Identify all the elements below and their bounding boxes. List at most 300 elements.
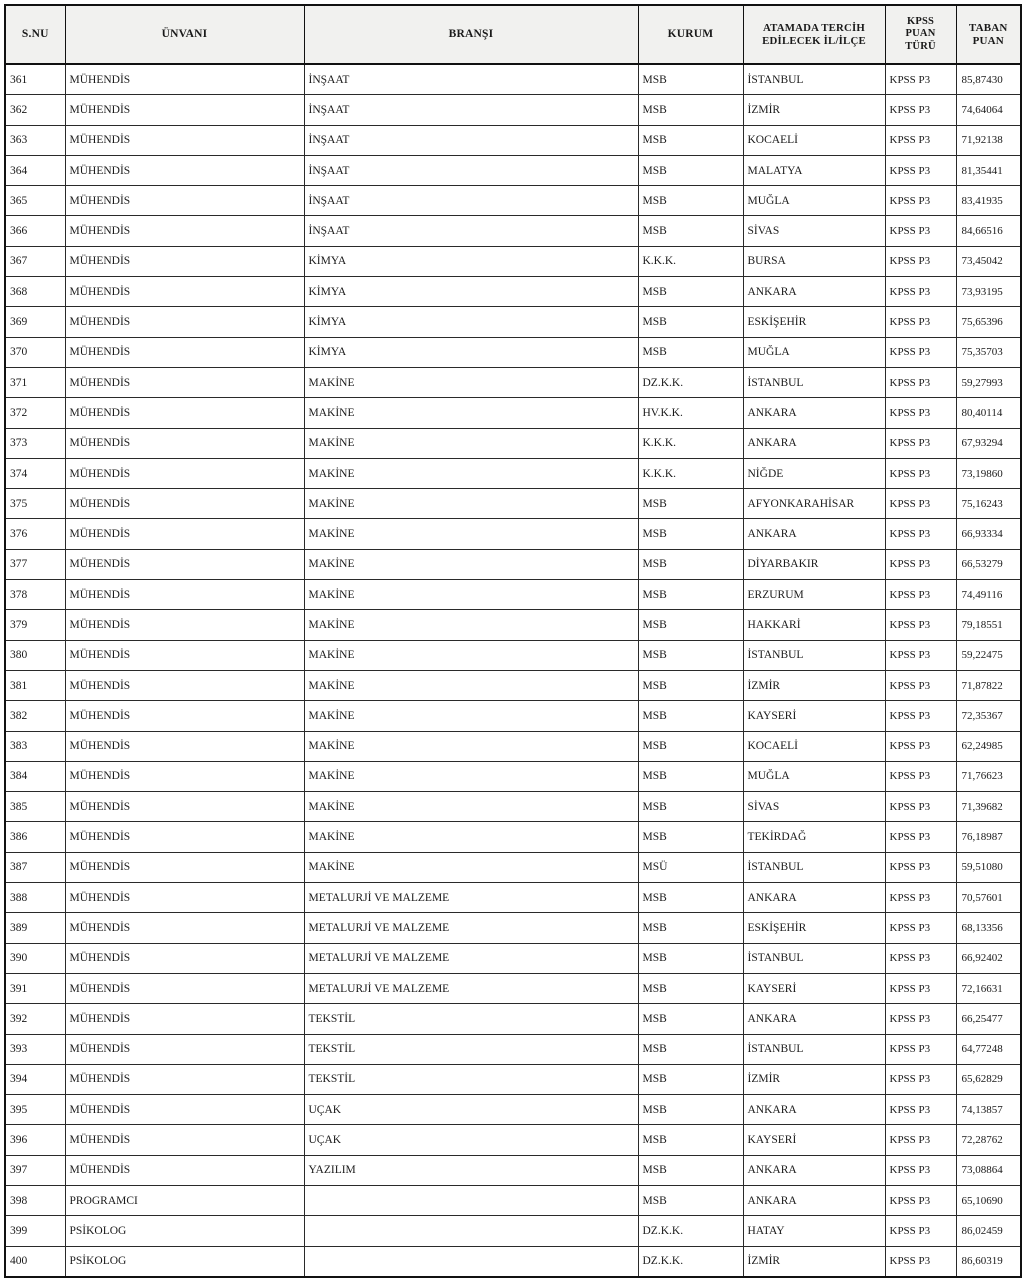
cell-il: KAYSERİ bbox=[743, 973, 885, 1003]
cell-bransi: MAKİNE bbox=[304, 398, 638, 428]
cell-sn: 400 bbox=[5, 1246, 65, 1277]
table-row[interactable] bbox=[5, 125, 1021, 155]
cell-sn: 389 bbox=[5, 913, 65, 943]
cell-kpss: KPSS P3 bbox=[885, 186, 956, 216]
cell-sn: 367 bbox=[5, 246, 65, 276]
cell-unvani: PSİKOLOG bbox=[65, 1216, 304, 1246]
cell-sn: 374 bbox=[5, 458, 65, 488]
cell-kurum: MSB bbox=[638, 519, 743, 549]
cell-taban: 86,02459 bbox=[956, 1216, 1021, 1246]
cell-il: İZMİR bbox=[743, 1246, 885, 1277]
cell-sn: 387 bbox=[5, 852, 65, 882]
cell-unvani: MÜHENDİS bbox=[65, 640, 304, 670]
cell-unvani: MÜHENDİS bbox=[65, 1034, 304, 1064]
cell-il: ANKARA bbox=[743, 1004, 885, 1034]
cell-unvani: MÜHENDİS bbox=[65, 367, 304, 397]
cell-kurum: MSB bbox=[638, 701, 743, 731]
cell-bransi: MAKİNE bbox=[304, 640, 638, 670]
column-header-kurum[interactable] bbox=[638, 5, 743, 64]
cell-unvani: MÜHENDİS bbox=[65, 883, 304, 913]
cell-bransi: İNŞAAT bbox=[304, 64, 638, 95]
cell-unvani: MÜHENDİS bbox=[65, 822, 304, 852]
cell-il: İSTANBUL bbox=[743, 1034, 885, 1064]
cell-taban: 64,77248 bbox=[956, 1034, 1021, 1064]
cell-il: BURSA bbox=[743, 246, 885, 276]
cell-il: İSTANBUL bbox=[743, 367, 885, 397]
table-row[interactable] bbox=[5, 701, 1021, 731]
cell-unvani: MÜHENDİS bbox=[65, 186, 304, 216]
cell-kurum: MSB bbox=[638, 1185, 743, 1215]
cell-kurum: HV.K.K. bbox=[638, 398, 743, 428]
cell-kurum: MSB bbox=[638, 549, 743, 579]
table-row[interactable] bbox=[5, 1185, 1021, 1215]
taban-puan-table bbox=[4, 4, 1022, 1278]
table-row[interactable] bbox=[5, 216, 1021, 246]
cell-kpss: KPSS P3 bbox=[885, 1125, 956, 1155]
cell-sn: 369 bbox=[5, 307, 65, 337]
cell-taban: 59,22475 bbox=[956, 640, 1021, 670]
table-row[interactable] bbox=[5, 1216, 1021, 1246]
cell-kpss: KPSS P3 bbox=[885, 64, 956, 95]
cell-sn: 379 bbox=[5, 610, 65, 640]
cell-kurum: MSB bbox=[638, 1125, 743, 1155]
cell-kurum: MSB bbox=[638, 1155, 743, 1185]
cell-kurum: MSB bbox=[638, 1034, 743, 1064]
table-row[interactable] bbox=[5, 489, 1021, 519]
cell-unvani: MÜHENDİS bbox=[65, 1064, 304, 1094]
column-header-il-ilce[interactable] bbox=[743, 5, 885, 64]
cell-taban: 59,27993 bbox=[956, 367, 1021, 397]
cell-taban: 75,65396 bbox=[956, 307, 1021, 337]
cell-kpss: KPSS P3 bbox=[885, 125, 956, 155]
cell-unvani: MÜHENDİS bbox=[65, 1095, 304, 1125]
cell-bransi: UÇAK bbox=[304, 1125, 638, 1155]
table-row[interactable] bbox=[5, 1155, 1021, 1185]
table-row[interactable] bbox=[5, 549, 1021, 579]
cell-il: SİVAS bbox=[743, 216, 885, 246]
cell-taban: 71,92138 bbox=[956, 125, 1021, 155]
cell-taban: 65,10690 bbox=[956, 1185, 1021, 1215]
cell-sn: 375 bbox=[5, 489, 65, 519]
cell-taban: 59,51080 bbox=[956, 852, 1021, 882]
cell-sn: 386 bbox=[5, 822, 65, 852]
cell-il: MUĞLA bbox=[743, 337, 885, 367]
cell-sn: 385 bbox=[5, 792, 65, 822]
cell-bransi: MAKİNE bbox=[304, 367, 638, 397]
cell-unvani: MÜHENDİS bbox=[65, 307, 304, 337]
cell-bransi: MAKİNE bbox=[304, 822, 638, 852]
table-row[interactable] bbox=[5, 670, 1021, 700]
cell-kurum: DZ.K.K. bbox=[638, 367, 743, 397]
header-label-line: KPSS bbox=[906, 15, 935, 27]
cell-kurum: MSB bbox=[638, 95, 743, 125]
cell-unvani: MÜHENDİS bbox=[65, 792, 304, 822]
cell-unvani: MÜHENDİS bbox=[65, 337, 304, 367]
cell-kpss: KPSS P3 bbox=[885, 367, 956, 397]
cell-bransi: METALURJİ VE MALZEME bbox=[304, 883, 638, 913]
table-row[interactable] bbox=[5, 398, 1021, 428]
cell-taban: 74,13857 bbox=[956, 1095, 1021, 1125]
cell-il: ANKARA bbox=[743, 883, 885, 913]
cell-taban: 86,60319 bbox=[956, 1246, 1021, 1277]
cell-taban: 66,25477 bbox=[956, 1004, 1021, 1034]
table-row[interactable] bbox=[5, 95, 1021, 125]
cell-taban: 74,49116 bbox=[956, 580, 1021, 610]
cell-kpss: KPSS P3 bbox=[885, 1095, 956, 1125]
cell-bransi: KİMYA bbox=[304, 246, 638, 276]
cell-il: HAKKARİ bbox=[743, 610, 885, 640]
table-row[interactable] bbox=[5, 792, 1021, 822]
cell-kurum: MSB bbox=[638, 792, 743, 822]
cell-taban: 73,08864 bbox=[956, 1155, 1021, 1185]
cell-il: İSTANBUL bbox=[743, 64, 885, 95]
cell-bransi: METALURJİ VE MALZEME bbox=[304, 973, 638, 1003]
cell-taban: 73,19860 bbox=[956, 458, 1021, 488]
cell-kurum: MSB bbox=[638, 277, 743, 307]
cell-kurum: MSB bbox=[638, 1095, 743, 1125]
cell-bransi: METALURJİ VE MALZEME bbox=[304, 913, 638, 943]
cell-taban: 72,16631 bbox=[956, 973, 1021, 1003]
cell-kpss: KPSS P3 bbox=[885, 852, 956, 882]
cell-taban: 65,62829 bbox=[956, 1064, 1021, 1094]
table-row[interactable] bbox=[5, 1004, 1021, 1034]
table-row[interactable] bbox=[5, 610, 1021, 640]
cell-kurum: MSB bbox=[638, 973, 743, 1003]
cell-bransi: KİMYA bbox=[304, 277, 638, 307]
cell-unvani: MÜHENDİS bbox=[65, 458, 304, 488]
cell-sn: 398 bbox=[5, 1185, 65, 1215]
table-row[interactable] bbox=[5, 1246, 1021, 1277]
cell-il: İSTANBUL bbox=[743, 852, 885, 882]
header-label-line: PUAN bbox=[905, 28, 936, 40]
cell-sn: 368 bbox=[5, 277, 65, 307]
cell-kpss: KPSS P3 bbox=[885, 610, 956, 640]
cell-bransi: MAKİNE bbox=[304, 489, 638, 519]
cell-kpss: KPSS P3 bbox=[885, 549, 956, 579]
cell-taban: 83,41935 bbox=[956, 186, 1021, 216]
table-row[interactable] bbox=[5, 580, 1021, 610]
table-row[interactable] bbox=[5, 822, 1021, 852]
cell-kurum: DZ.K.K. bbox=[638, 1246, 743, 1277]
cell-bransi: MAKİNE bbox=[304, 701, 638, 731]
table-row[interactable] bbox=[5, 1034, 1021, 1064]
cell-bransi: METALURJİ VE MALZEME bbox=[304, 943, 638, 973]
cell-unvani: MÜHENDİS bbox=[65, 610, 304, 640]
header-label-line: EDİLECEK İL/İLÇE bbox=[762, 34, 866, 47]
cell-kpss: KPSS P3 bbox=[885, 95, 956, 125]
table-row[interactable] bbox=[5, 640, 1021, 670]
cell-il: ANKARA bbox=[743, 1095, 885, 1125]
cell-taban: 80,40114 bbox=[956, 398, 1021, 428]
cell-bransi: MAKİNE bbox=[304, 610, 638, 640]
cell-il: KAYSERİ bbox=[743, 1125, 885, 1155]
cell-unvani: MÜHENDİS bbox=[65, 913, 304, 943]
cell-bransi: TEKSTİL bbox=[304, 1064, 638, 1094]
cell-kurum: K.K.K. bbox=[638, 246, 743, 276]
column-header-unvani[interactable] bbox=[65, 5, 304, 64]
cell-bransi: KİMYA bbox=[304, 337, 638, 367]
table-row[interactable] bbox=[5, 1125, 1021, 1155]
cell-unvani: MÜHENDİS bbox=[65, 943, 304, 973]
cell-taban: 84,66516 bbox=[956, 216, 1021, 246]
cell-taban: 75,35703 bbox=[956, 337, 1021, 367]
cell-unvani: MÜHENDİS bbox=[65, 155, 304, 185]
cell-unvani: MÜHENDİS bbox=[65, 1155, 304, 1185]
cell-kpss: KPSS P3 bbox=[885, 1216, 956, 1246]
cell-il: İZMİR bbox=[743, 670, 885, 700]
cell-kpss: KPSS P3 bbox=[885, 1064, 956, 1094]
column-header-sira-no[interactable] bbox=[5, 5, 65, 64]
cell-kurum: K.K.K. bbox=[638, 428, 743, 458]
cell-sn: 399 bbox=[5, 1216, 65, 1246]
cell-bransi: İNŞAAT bbox=[304, 95, 638, 125]
cell-il: SİVAS bbox=[743, 792, 885, 822]
table-row[interactable] bbox=[5, 367, 1021, 397]
cell-sn: 364 bbox=[5, 155, 65, 185]
cell-sn: 363 bbox=[5, 125, 65, 155]
cell-kurum: MSB bbox=[638, 64, 743, 95]
cell-kpss: KPSS P3 bbox=[885, 1185, 956, 1215]
cell-unvani: MÜHENDİS bbox=[65, 95, 304, 125]
cell-kpss: KPSS P3 bbox=[885, 640, 956, 670]
cell-unvani: MÜHENDİS bbox=[65, 428, 304, 458]
cell-taban: 66,92402 bbox=[956, 943, 1021, 973]
cell-kpss: KPSS P3 bbox=[885, 489, 956, 519]
cell-sn: 382 bbox=[5, 701, 65, 731]
cell-sn: 378 bbox=[5, 580, 65, 610]
cell-bransi: MAKİNE bbox=[304, 761, 638, 791]
cell-unvani: MÜHENDİS bbox=[65, 64, 304, 95]
cell-kpss: KPSS P3 bbox=[885, 337, 956, 367]
cell-il: ANKARA bbox=[743, 398, 885, 428]
cell-sn: 361 bbox=[5, 64, 65, 95]
header-label-line: ATAMADA TERCİH bbox=[762, 21, 866, 34]
cell-kpss: KPSS P3 bbox=[885, 1034, 956, 1064]
cell-il: İSTANBUL bbox=[743, 943, 885, 973]
cell-unvani: MÜHENDİS bbox=[65, 489, 304, 519]
cell-unvani: MÜHENDİS bbox=[65, 398, 304, 428]
cell-sn: 391 bbox=[5, 973, 65, 1003]
cell-sn: 373 bbox=[5, 428, 65, 458]
cell-kpss: KPSS P3 bbox=[885, 761, 956, 791]
cell-il: ANKARA bbox=[743, 519, 885, 549]
table-row[interactable] bbox=[5, 731, 1021, 761]
cell-bransi: KİMYA bbox=[304, 307, 638, 337]
cell-taban: 62,24985 bbox=[956, 731, 1021, 761]
cell-kpss: KPSS P3 bbox=[885, 943, 956, 973]
table-row[interactable] bbox=[5, 307, 1021, 337]
cell-il: DİYARBAKIR bbox=[743, 549, 885, 579]
cell-kpss: KPSS P3 bbox=[885, 277, 956, 307]
cell-bransi: MAKİNE bbox=[304, 792, 638, 822]
cell-bransi: MAKİNE bbox=[304, 458, 638, 488]
cell-unvani: MÜHENDİS bbox=[65, 519, 304, 549]
cell-il: ESKİŞEHİR bbox=[743, 307, 885, 337]
cell-kurum: K.K.K. bbox=[638, 458, 743, 488]
cell-il: AFYONKARAHİSAR bbox=[743, 489, 885, 519]
cell-taban: 68,13356 bbox=[956, 913, 1021, 943]
cell-taban: 71,39682 bbox=[956, 792, 1021, 822]
table-header bbox=[5, 5, 1021, 64]
cell-unvani: MÜHENDİS bbox=[65, 580, 304, 610]
table-row[interactable] bbox=[5, 155, 1021, 185]
cell-il: ANKARA bbox=[743, 1185, 885, 1215]
cell-taban: 73,45042 bbox=[956, 246, 1021, 276]
cell-bransi: MAKİNE bbox=[304, 580, 638, 610]
cell-kurum: MSB bbox=[638, 731, 743, 761]
cell-kpss: KPSS P3 bbox=[885, 216, 956, 246]
table-row[interactable] bbox=[5, 852, 1021, 882]
cell-bransi bbox=[304, 1185, 638, 1215]
cell-taban: 66,93334 bbox=[956, 519, 1021, 549]
cell-kurum: MSB bbox=[638, 580, 743, 610]
cell-sn: 384 bbox=[5, 761, 65, 791]
header-label-line: KURUM bbox=[667, 28, 714, 41]
cell-kpss: KPSS P3 bbox=[885, 1155, 956, 1185]
cell-unvani: MÜHENDİS bbox=[65, 125, 304, 155]
cell-il: KOCAELİ bbox=[743, 731, 885, 761]
header-label-line: BRANŞI bbox=[448, 28, 494, 41]
table-row[interactable] bbox=[5, 1095, 1021, 1125]
cell-kurum: MSB bbox=[638, 307, 743, 337]
cell-il: KAYSERİ bbox=[743, 701, 885, 731]
cell-sn: 370 bbox=[5, 337, 65, 367]
cell-il: KOCAELİ bbox=[743, 125, 885, 155]
cell-bransi: TEKSTİL bbox=[304, 1034, 638, 1064]
cell-bransi: İNŞAAT bbox=[304, 186, 638, 216]
header-label-line: TABAN bbox=[968, 21, 1008, 34]
cell-kurum: MSB bbox=[638, 155, 743, 185]
cell-sn: 366 bbox=[5, 216, 65, 246]
cell-bransi: İNŞAAT bbox=[304, 125, 638, 155]
table-row[interactable] bbox=[5, 519, 1021, 549]
cell-unvani: PROGRAMCI bbox=[65, 1185, 304, 1215]
cell-il: HATAY bbox=[743, 1216, 885, 1246]
cell-bransi: UÇAK bbox=[304, 1095, 638, 1125]
cell-taban: 74,64064 bbox=[956, 95, 1021, 125]
cell-taban: 66,53279 bbox=[956, 549, 1021, 579]
cell-kurum: MSB bbox=[638, 822, 743, 852]
table-row[interactable] bbox=[5, 761, 1021, 791]
cell-unvani: MÜHENDİS bbox=[65, 701, 304, 731]
cell-kpss: KPSS P3 bbox=[885, 1246, 956, 1277]
cell-sn: 394 bbox=[5, 1064, 65, 1094]
cell-il: ESKİŞEHİR bbox=[743, 913, 885, 943]
cell-bransi bbox=[304, 1246, 638, 1277]
cell-kurum: MSB bbox=[638, 216, 743, 246]
cell-bransi: MAKİNE bbox=[304, 670, 638, 700]
table-header-row bbox=[5, 5, 1021, 64]
table-row[interactable] bbox=[5, 428, 1021, 458]
cell-unvani: MÜHENDİS bbox=[65, 216, 304, 246]
cell-il: İZMİR bbox=[743, 1064, 885, 1094]
table-row[interactable] bbox=[5, 913, 1021, 943]
cell-kurum: MSB bbox=[638, 883, 743, 913]
cell-sn: 371 bbox=[5, 367, 65, 397]
cell-sn: 362 bbox=[5, 95, 65, 125]
table-row[interactable] bbox=[5, 973, 1021, 1003]
table-row[interactable] bbox=[5, 1064, 1021, 1094]
cell-sn: 395 bbox=[5, 1095, 65, 1125]
cell-kurum: MSB bbox=[638, 125, 743, 155]
cell-bransi: MAKİNE bbox=[304, 731, 638, 761]
cell-sn: 383 bbox=[5, 731, 65, 761]
cell-kpss: KPSS P3 bbox=[885, 822, 956, 852]
cell-kurum: MSB bbox=[638, 670, 743, 700]
cell-kpss: KPSS P3 bbox=[885, 580, 956, 610]
cell-kurum: MSB bbox=[638, 337, 743, 367]
table-row[interactable] bbox=[5, 64, 1021, 95]
cell-kpss: KPSS P3 bbox=[885, 398, 956, 428]
cell-kpss: KPSS P3 bbox=[885, 973, 956, 1003]
column-header-kpss-puan-turu[interactable] bbox=[885, 5, 956, 64]
cell-unvani: MÜHENDİS bbox=[65, 731, 304, 761]
cell-il: ERZURUM bbox=[743, 580, 885, 610]
cell-unvani: MÜHENDİS bbox=[65, 277, 304, 307]
table-row[interactable] bbox=[5, 943, 1021, 973]
cell-kurum: MSB bbox=[638, 943, 743, 973]
cell-il: ANKARA bbox=[743, 1155, 885, 1185]
cell-kurum: MSB bbox=[638, 640, 743, 670]
cell-unvani: MÜHENDİS bbox=[65, 246, 304, 276]
cell-kurum: MSB bbox=[638, 1004, 743, 1034]
cell-taban: 73,93195 bbox=[956, 277, 1021, 307]
cell-bransi: MAKİNE bbox=[304, 852, 638, 882]
cell-taban: 75,16243 bbox=[956, 489, 1021, 519]
table-row[interactable] bbox=[5, 186, 1021, 216]
cell-unvani: MÜHENDİS bbox=[65, 973, 304, 1003]
table-row[interactable] bbox=[5, 337, 1021, 367]
cell-kurum: MSB bbox=[638, 913, 743, 943]
cell-il: ANKARA bbox=[743, 277, 885, 307]
cell-taban: 72,28762 bbox=[956, 1125, 1021, 1155]
table-row[interactable] bbox=[5, 883, 1021, 913]
table-row[interactable] bbox=[5, 246, 1021, 276]
header-label-line: PUAN bbox=[972, 34, 1004, 47]
cell-il: MALATYA bbox=[743, 155, 885, 185]
cell-kpss: KPSS P3 bbox=[885, 155, 956, 185]
table-row[interactable] bbox=[5, 458, 1021, 488]
cell-taban: 85,87430 bbox=[956, 64, 1021, 95]
cell-kurum: MSB bbox=[638, 489, 743, 519]
column-header-bransi[interactable] bbox=[304, 5, 638, 64]
cell-kpss: KPSS P3 bbox=[885, 246, 956, 276]
cell-taban: 70,57601 bbox=[956, 883, 1021, 913]
cell-unvani: MÜHENDİS bbox=[65, 549, 304, 579]
table-row[interactable] bbox=[5, 277, 1021, 307]
cell-unvani: MÜHENDİS bbox=[65, 852, 304, 882]
cell-il: ANKARA bbox=[743, 428, 885, 458]
cell-taban: 71,87822 bbox=[956, 670, 1021, 700]
cell-unvani: PSİKOLOG bbox=[65, 1246, 304, 1277]
cell-bransi: MAKİNE bbox=[304, 549, 638, 579]
cell-taban: 67,93294 bbox=[956, 428, 1021, 458]
cell-kpss: KPSS P3 bbox=[885, 670, 956, 700]
cell-bransi: MAKİNE bbox=[304, 519, 638, 549]
cell-kurum: MSB bbox=[638, 186, 743, 216]
cell-kpss: KPSS P3 bbox=[885, 792, 956, 822]
cell-kpss: KPSS P3 bbox=[885, 307, 956, 337]
cell-unvani: MÜHENDİS bbox=[65, 761, 304, 791]
cell-sn: 388 bbox=[5, 883, 65, 913]
column-header-taban-puan[interactable] bbox=[956, 5, 1021, 64]
cell-kpss: KPSS P3 bbox=[885, 731, 956, 761]
cell-kurum: MSB bbox=[638, 610, 743, 640]
cell-kpss: KPSS P3 bbox=[885, 519, 956, 549]
cell-sn: 396 bbox=[5, 1125, 65, 1155]
cell-bransi: TEKSTİL bbox=[304, 1004, 638, 1034]
cell-kurum: MSB bbox=[638, 1064, 743, 1094]
